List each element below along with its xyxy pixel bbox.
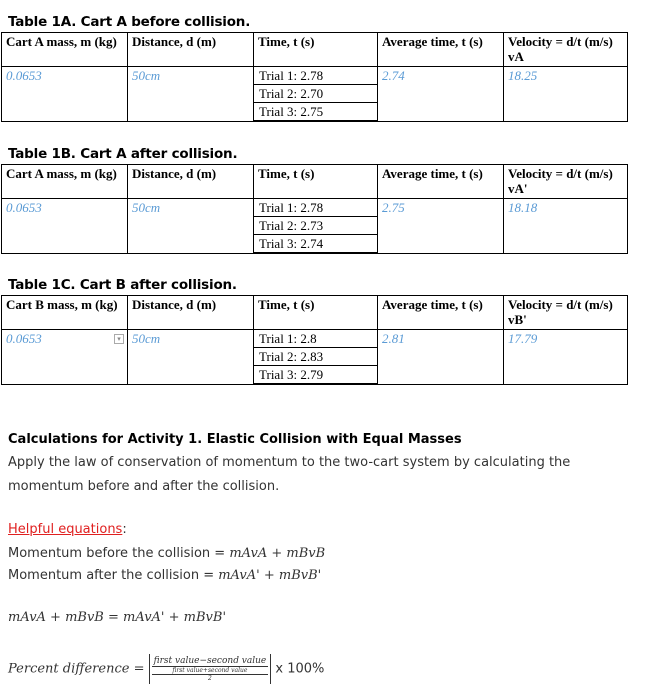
trial-1[interactable]: Trial 1: 2.78 [254,67,377,85]
trial-3[interactable]: Trial 3: 2.74 [254,235,377,253]
absolute-value-bars [149,654,272,684]
intro-line-1: Apply the law of conservation of momentum to the two-cart system by calculating the [8,455,571,470]
header-velocity: Velocity = d/t (m/s) vA' [504,165,628,199]
trial-2[interactable]: Trial 2: 2.83 [254,348,377,366]
table-1a [1,32,628,122]
header-distance: Distance, d (m) [128,296,254,330]
header-average-time: Average time, t (s) [378,296,504,330]
mass-value[interactable]: 0.0653 [2,199,128,254]
average-time-value[interactable]: 2.81 [378,330,504,385]
table-1c-caption: Table 1C. Cart B after collision. [8,277,237,293]
trial-3[interactable]: Trial 3: 2.75 [254,103,377,121]
header-average-time: Average time, t (s) [378,165,504,199]
momentum-after: Momentum after the collision = mAvA' + mBvB' [8,568,322,583]
distance-value[interactable] [117,330,254,385]
dropdown-icon[interactable]: ▾ [114,334,124,344]
momentum-after-equation: mAvA' + mBvB' [218,568,322,583]
percent-difference-label: Percent difference [8,661,130,677]
header-velocity: Velocity = d/t (m/s) vA [504,33,628,67]
calculations-heading: Calculations for Activity 1. Elastic Collision with Equal Masses [8,432,462,447]
header-mass: Cart B mass, m (kg) [2,296,128,330]
header-velocity: Velocity = d/t (m/s) vB' [504,296,628,330]
table-1a-caption: Table 1A. Cart A before collision. [8,14,251,30]
average-time-value[interactable]: 2.74 [378,67,504,122]
header-time: Time, t (s) [254,296,378,330]
trial-3[interactable]: Trial 3: 2.79 [254,366,377,384]
percent-difference: Percent difference = first value−second value first value+second value 2 x 100% [8,656,325,682]
table-1b [1,164,628,254]
distance-value[interactable]: 50cm [128,199,254,254]
velocity-value[interactable]: 18.18 [504,199,628,254]
header-distance: Distance, d (m) [128,33,254,67]
header-distance: Distance, d (m) [128,165,254,199]
intro-line-2: momentum before and after the collision. [8,479,280,494]
header-time: Time, t (s) [254,165,378,199]
time-trials [254,199,378,254]
average-time-value[interactable]: 2.75 [378,199,504,254]
mass-value[interactable]: 0.0653 [2,330,128,385]
distance-value[interactable]: 50cm [128,67,254,122]
table-1b-caption: Table 1B. Cart A after collision. [8,146,238,162]
times-100-percent: x 100% [275,661,325,677]
conservation-equation: mAvA + mBvB = mAvA' + mBvB' [8,610,227,625]
trial-2[interactable]: Trial 2: 2.70 [254,85,377,103]
velocity-value[interactable]: 17.79 [504,330,628,385]
header-mass: Cart A mass, m (kg) [2,165,128,199]
time-trials [254,330,378,385]
header-time: Time, t (s) [254,33,378,67]
header-mass: Cart A mass, m (kg) [2,33,128,67]
momentum-before-equation: mAvA + mBvB [229,546,326,561]
trial-2[interactable]: Trial 2: 2.73 [254,217,377,235]
velocity-value[interactable]: 18.25 [504,67,628,122]
trial-1[interactable]: Trial 1: 2.8 [254,330,377,348]
time-trials [254,67,378,122]
momentum-before: Momentum before the collision = mAvA + mBvB [8,546,326,561]
mass-value[interactable]: 0.0653 [2,67,128,122]
percent-difference-fraction: first value−second value first value+second value 2 [153,656,267,682]
distance-text: 50cm [132,331,161,346]
table-1c [1,295,628,385]
helpful-equations-label: Helpful equations: [8,522,127,537]
trial-1[interactable]: Trial 1: 2.78 [254,199,377,217]
header-average-time: Average time, t (s) [378,33,504,67]
